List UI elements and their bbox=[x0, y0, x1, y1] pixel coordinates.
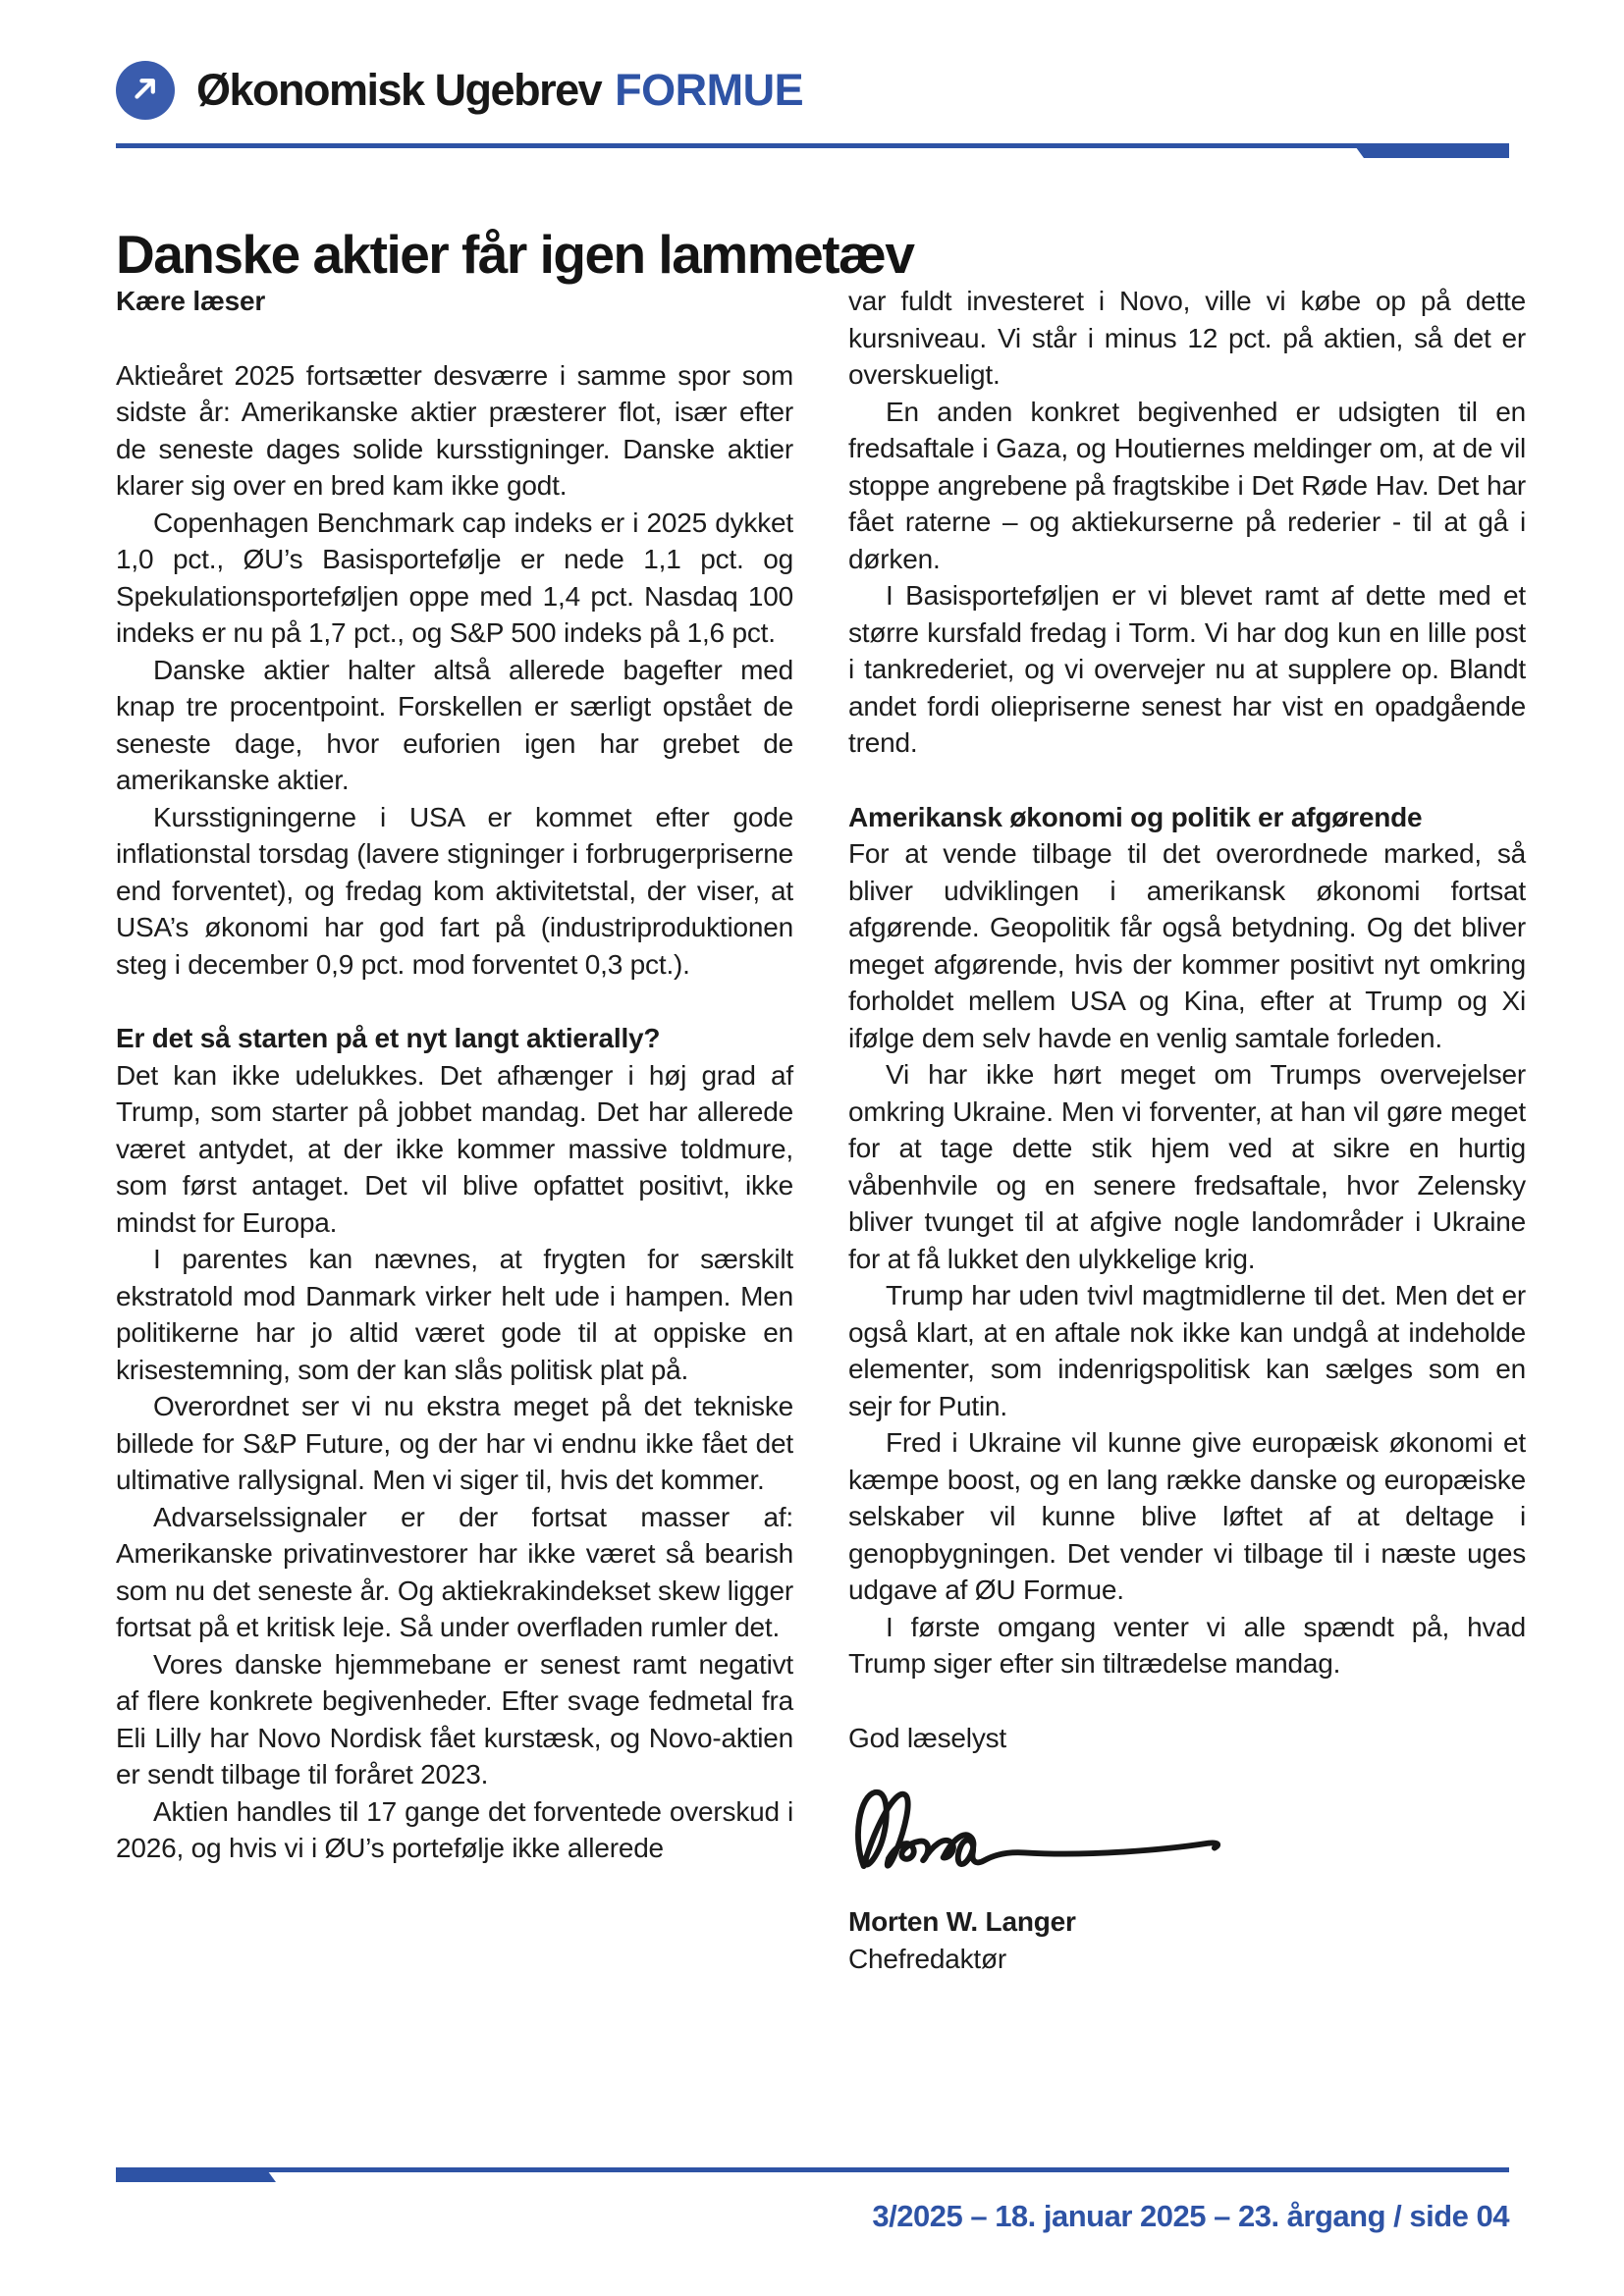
footer-rule bbox=[116, 2167, 1509, 2182]
author-name: Morten W. Langer bbox=[848, 1906, 1076, 1937]
author-role: Chefredaktør bbox=[848, 1943, 1006, 1974]
paragraph: Copenhagen Benchmark cap indeks er i 2025 dykket 1,0 pct., ØU’s Basisportefølje er nede 1,1 pct. og Spekulationsporteføljen oppe med 1,4 pct. Nasdaq 100 indeks er nu på 1,7 pct., og S&P 500 indeks på 1,6 pct. bbox=[116, 507, 793, 648]
paragraph: Overordnet ser vi nu ekstra meget på det tekniske billede for S&P Future, og der har vi endnu ikke fået det ultimative rallysignal. Men vi siger til, hvis det kommer. bbox=[116, 1391, 793, 1495]
paragraph: Danske aktier halter altså allerede bagefter med knap tre procentpoint. Forskellen er særligt opstået de seneste dage, hvor euforien igen har grebet de amerikanske aktier. bbox=[116, 654, 793, 795]
section-heading: Amerikansk økonomi og politik er afgørende bbox=[848, 801, 1423, 832]
header bbox=[116, 61, 803, 120]
paragraph: Advarselssignaler er der fortsat masser af: Amerikanske privatinvestorer har ikke været så bearish som nu det seneste år. Og aktiekrakindekset skew ligger fortsat på et kritisk leje. Så under overfladen rumler det. bbox=[116, 1501, 793, 1642]
brand-logo bbox=[116, 61, 175, 120]
header-rule bbox=[116, 143, 1509, 158]
footer-issue-info: 3/2025 – 18. januar 2025 – 23. årgang / side 04 bbox=[872, 2199, 1509, 2233]
article-right-column bbox=[848, 283, 1526, 1977]
footer-rule-line bbox=[265, 2167, 1509, 2172]
article-body bbox=[116, 283, 1526, 1977]
closing-line: God læselyst bbox=[848, 1722, 1006, 1753]
paragraph: Kursstigningerne i USA er kommet efter gode inflationstal torsdag (lavere stigninger i forbrugerpriserne end forventet), og fredag kom aktivitetstal, der viser, at USA’s økonomi har god fart på (industriproduktionen steg i december 0,9 pct. mod forventet 0,3 pct.). bbox=[116, 801, 793, 980]
brand-wordmark bbox=[196, 65, 803, 116]
header-rule-block bbox=[1353, 143, 1509, 158]
paragraph: Vi har ikke hørt meget om Trumps overvejelser omkring Ukraine. Men vi forventer, at han vil gøre meget for at tage dette stik hjem ved at sikre en hurtig våbenhvile og en senere fredsaftale, hvor Zelensky bliver tvunget til at afgive nogle landområder i Ukraine for at få lukket den ulykkelige krig. bbox=[848, 1059, 1526, 1274]
signature-image bbox=[848, 1782, 1526, 1880]
paragraph: I Basisporteføljen er vi blevet ramt af dette med et større kursfald fredag i Torm. Vi har dog kun en lille post i tankrederiet, og vi overvejer nu at supplere op. Blandt andet fordi oliepriserne senest har vist en opadgående trend. bbox=[848, 580, 1526, 758]
paragraph: Vores danske hjemmebane er senest ramt negativt af flere konkrete begivenheder. Efter svage fedmetal fra Eli Lilly har Novo Nordisk fået kurstæsk, og Novo-aktien er sendt tilbage til foråret 2023. bbox=[116, 1648, 793, 1789]
paragraph: For at vende tilbage til det overordnede marked, så bliver udviklingen i amerikansk økonomi fortsat afgørende. Geopolitik får også betydning. Og det bliver meget afgørende, hvis der kommer positivt nyt omkring forholdet mellem USA og Kina, efter at Trump og Xi ifølge dem selv havde en venlig samtale forleden. bbox=[848, 838, 1526, 1053]
page-title: Danske aktier får igen lammetæv bbox=[116, 223, 914, 285]
footer-rule-block bbox=[116, 2167, 276, 2182]
paragraph: I første omgang venter vi alle spændt på, hvad Trump siger efter sin tiltrædelse mandag. bbox=[848, 1611, 1526, 1679]
paragraph: En anden konkret begivenhed er udsigten til en fredsaftale i Gaza, og Houtiernes meldinger om, at de vil stoppe angrebene på fragtskibe i Det Røde Hav. Det har fået raterne – og aktiekurserne på rederier - til at gå i dørken. bbox=[848, 396, 1526, 574]
paragraph: Det kan ikke udelukkes. Det afhænger i høj grad af Trump, som starter på jobbet mandag. Det har allerede været antydet, at der ikke kommer massive toldmure, som først antaget. Det vil blive opfattet positivt, ikke mindst for Europa. bbox=[116, 1059, 793, 1238]
paragraph: I parentes kan nævnes, at frygten for særskilt ekstratold mod Danmark virker helt ude i hampen. Men politikerne har jo altid været gode til at oppiske en krisestemning, som der kan slås politisk plat på. bbox=[116, 1244, 793, 1385]
salutation: Kære læser bbox=[116, 286, 266, 316]
header-rule-line bbox=[116, 143, 1361, 148]
paragraph: Fred i Ukraine vil kunne give europæisk økonomi et kæmpe boost, og en lang række danske og europæiske selskaber vil kunne blive løftet af at deltage i genopbygningen. Det vender vi tilbage til i næste uges udgave af ØU Formue. bbox=[848, 1427, 1526, 1605]
brand-edition: FORMUE bbox=[615, 65, 804, 115]
paragraph: Aktien handles til 17 gange det forventede overskud i 2026, og hvis vi i ØU’s portefølje ikke allerede bbox=[116, 1795, 793, 1863]
section-heading: Er det så starten på et nyt langt aktierally? bbox=[116, 1023, 661, 1053]
paragraph: Trump har uden tvivl magtmidlerne til det. Men det er også klart, at en aftale nok ikke kan undgå at indeholde elementer, som indenrigspolitisk kan sælges som en sejr for Putin. bbox=[848, 1280, 1526, 1421]
paragraph: Aktieåret 2025 fortsætter desværre i samme spor som sidste år: Amerikanske aktier præsterer flot, især efter de seneste dages solide kursstigninger. Danske aktier klarer sig over en bred kam ikke godt. bbox=[116, 359, 793, 501]
article-left-column bbox=[116, 283, 793, 1977]
brand-name: Økonomisk Ugebrev bbox=[196, 65, 602, 115]
paragraph: var fuldt investeret i Novo, ville vi købe op på dette kursniveau. Vi står i minus 12 pct. på aktien, så det er overskueligt. bbox=[848, 286, 1526, 390]
arrow-up-right-icon bbox=[129, 72, 162, 110]
